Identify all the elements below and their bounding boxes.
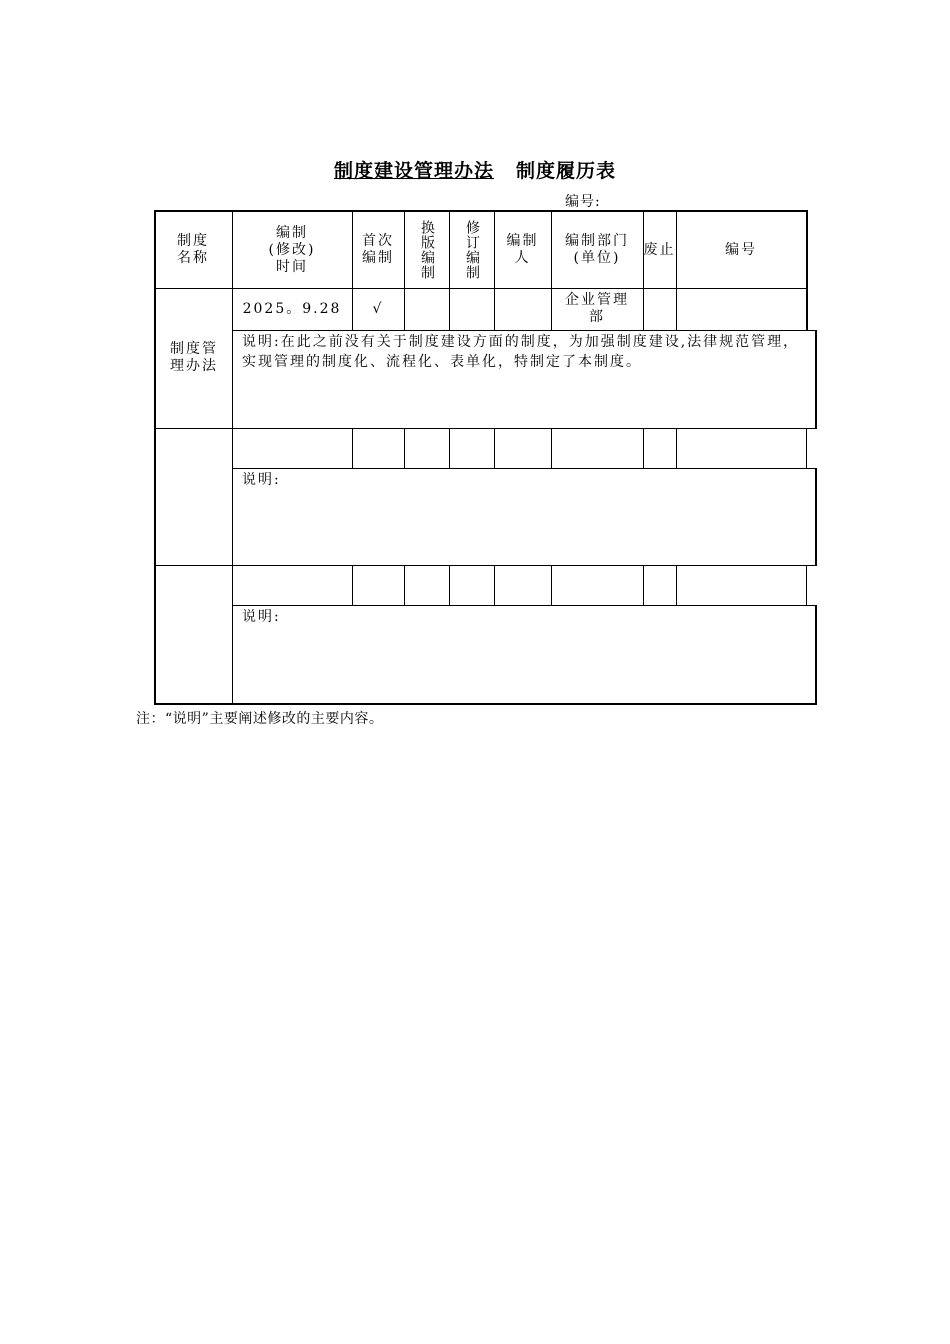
author-cell	[494, 288, 551, 330]
note-right-line	[815, 468, 817, 566]
note-text: 说明:	[242, 472, 281, 488]
header-name	[154, 212, 232, 288]
header-revision-text: 修订编制	[464, 220, 480, 280]
first-edition-cell	[352, 565, 404, 605]
note-text: 说明:	[242, 609, 281, 625]
date-cell-text: 2025。9.28	[242, 300, 342, 317]
department-cell	[551, 428, 643, 468]
first-edition-cell	[352, 428, 404, 468]
abolish-cell	[643, 288, 676, 330]
note-top-line	[232, 468, 815, 469]
header-reissue-text: 换版编制	[419, 220, 435, 280]
note-top-line	[232, 330, 815, 331]
system-name-cell	[156, 288, 232, 428]
department-cell	[551, 565, 643, 605]
note-top-line	[232, 605, 815, 606]
number-cell	[676, 565, 806, 605]
header-revision	[449, 212, 494, 288]
data-right-line	[806, 565, 807, 605]
reissue-cell	[404, 565, 449, 605]
header-author-text: 编制 人	[506, 233, 539, 266]
header-date-text: 编制 (修改) 时间	[268, 224, 316, 275]
header-date	[232, 212, 352, 288]
title-main: 制度建设管理办法	[333, 160, 494, 182]
doc-number-label: 编号:	[565, 194, 601, 210]
note-text: 说明:在此之前没有关于制度建设方面的制度，为加强制度建设,法律规范管理，实现管理的制度化、流程化、表单化，特制定了本制度。	[242, 334, 800, 370]
author-cell	[494, 428, 551, 468]
header-number-text: 编号	[725, 241, 757, 258]
revision-cell	[449, 288, 494, 330]
reissue-cell	[404, 288, 449, 330]
date-cell	[232, 428, 352, 468]
department-cell	[551, 288, 643, 330]
abolish-cell	[643, 428, 676, 468]
author-cell	[494, 565, 551, 605]
abolish-cell	[643, 565, 676, 605]
number-cell	[676, 288, 806, 330]
reissue-cell	[404, 428, 449, 468]
header-first-edition-text: 首次 编制	[362, 233, 394, 266]
number-cell	[676, 428, 806, 468]
header-first-edition	[352, 212, 404, 288]
data-right-line	[806, 288, 807, 330]
data-right-line	[806, 428, 807, 468]
first-edition-cell	[352, 288, 404, 330]
header-department	[551, 212, 643, 288]
department-cell-text: 企业管理 部	[565, 292, 629, 325]
note-right-line	[815, 330, 817, 429]
header-name-text: 制度 名称	[177, 233, 209, 266]
title-sub: 制度履历表	[516, 160, 617, 182]
date-cell	[232, 288, 352, 330]
system-name-cell	[156, 428, 232, 565]
first-edition-cell-text: √	[372, 300, 384, 317]
page-title	[0, 156, 950, 183]
header-reissue	[404, 212, 449, 288]
header-abolish-text: 废止	[643, 241, 676, 258]
row-bottom-line	[154, 703, 817, 705]
note-right-line	[815, 605, 817, 704]
header-number	[676, 212, 806, 288]
system-name-cell	[156, 565, 232, 703]
header-abolish	[643, 212, 676, 288]
header-author	[494, 212, 551, 288]
header-department-text: 编制部门 (单位)	[565, 233, 629, 266]
system-name-cell-text: 制度管 理办法	[170, 341, 218, 374]
revision-cell	[449, 428, 494, 468]
footnote: 注：“说明”主要阐述修改的主要内容。	[136, 711, 384, 727]
revision-cell	[449, 565, 494, 605]
date-cell	[232, 565, 352, 605]
